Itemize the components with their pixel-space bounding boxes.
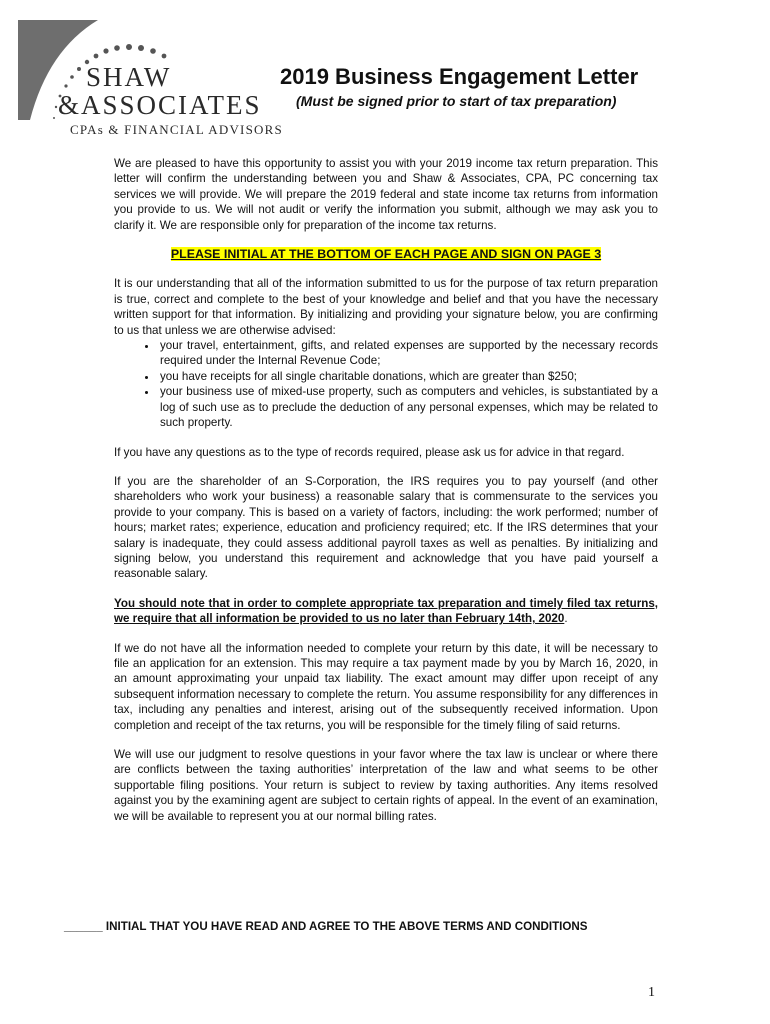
deadline-period: . bbox=[564, 612, 568, 626]
deadline-paragraph bbox=[114, 596, 658, 627]
initial-notice bbox=[114, 247, 658, 262]
initial-blank[interactable]: ______ bbox=[64, 920, 103, 933]
judgment-paragraph: We will use our judgment to resolve questions in your favor where the tax law is unclear or where there are conflicts between the taxing authorities’ interpretation of the law and what seems to be other supportable filing positions. Your return is subject to review by taxing authorities. Any items resolved against you by the examining agent are subject to certain rights of appeal. In the event of an examination, we will be available to represent you at our normal billing rates. bbox=[114, 748, 658, 823]
letter-body bbox=[114, 156, 658, 838]
list-item: • your business use of mixed-use property, such as computers and vehicles, is substantiated by a log of such use as to preclude the deduction of any personal expenses, which may be related to such property. bbox=[158, 384, 658, 430]
intro-paragraph: We are pleased to have this opportunity to assist you with your 2019 income tax return preparation. This letter will confirm the understanding between you and Shaw & Associates, CPA, PC concerning tax services we will provide. We will prepare the 2019 federal and state income tax returns from information you provide to us. We will not audit or verify the information you submit, although we may ask you to clarify it. We are responsible only for preparation of the income tax returns. bbox=[114, 157, 658, 232]
confirmation-list bbox=[114, 338, 658, 430]
questions-paragraph: If you have any questions as to the type of records required, please ask us for advice in that regard. bbox=[114, 445, 625, 459]
logo-line-associates: &ASSOCIATES bbox=[58, 90, 262, 120]
s-corp-paragraph: If you are the shareholder of an S-Corporation, the IRS requires you to pay yourself (and other shareholders who work your business) a reasonable salary that is commensurate to the services you provide to your company. This is based on a variety of factors, including: the work performed; number of hours; market rates; experience, education and proficiency required; etc. If the IRS determines that your salary is inadequate, they could assess additional payroll taxes as well as penalties. By initializing and signing below, you understand this requirement and acknowledge that you have paid yourself a reasonable salary. bbox=[114, 474, 658, 581]
document-subtitle: (Must be signed prior to start of tax preparation) bbox=[296, 93, 617, 109]
initial-acknowledgement-text: INITIAL THAT YOU HAVE READ AND AGREE TO THE ABOVE TERMS AND CONDITIONS bbox=[105, 920, 588, 933]
page-number: 1 bbox=[648, 985, 655, 1000]
list-item: • you have receipts for all single charitable donations, which are greater than $250; bbox=[158, 369, 658, 384]
document-title: 2019 Business Engagement Letter bbox=[280, 64, 639, 89]
deadline-text: You should note that in order to complete appropriate tax preparation and timely filed tax returns, we require that all information be provided to us no later than February 14th, 2020 bbox=[114, 596, 658, 626]
initial-notice-text: PLEASE INITIAL AT THE BOTTOM OF EACH PAGE AND SIGN ON PAGE 3 bbox=[170, 247, 602, 262]
initial-acknowledgement bbox=[64, 920, 588, 933]
understanding-paragraph: It is our understanding that all of the information submitted to us for the purpose of tax return preparation is true, correct and complete to the best of your knowledge and belief and that you have the necessary written support for that information. By initializing and providing your signature below, you are confirming to us that unless we are otherwise advised: bbox=[114, 277, 658, 337]
list-item: • your travel, entertainment, gifts, and related expenses are supported by the necessary records required under the Internal Revenue Code; bbox=[158, 338, 658, 369]
extension-paragraph: If we do not have all the information needed to complete your return by this date, it will be necessary to file an application for an extension. This may require a tax payment made by you by March 16, 2020, in an amount approximating your unpaid tax liability. The exact amount may differ upon receipt of any subsequent information necessary to complete the return. You assume responsibility for any differences in tax, including any penalties and interest, arising out of the subsequently received information. Upon completion and receipt of the tax returns, you will be responsible for the timely filing of said returns. bbox=[114, 641, 658, 732]
logo-line-shaw: SHAW bbox=[86, 62, 172, 92]
company-logo bbox=[18, 20, 288, 150]
logo-tagline: CPAs & FINANCIAL ADVISORS bbox=[70, 122, 283, 137]
